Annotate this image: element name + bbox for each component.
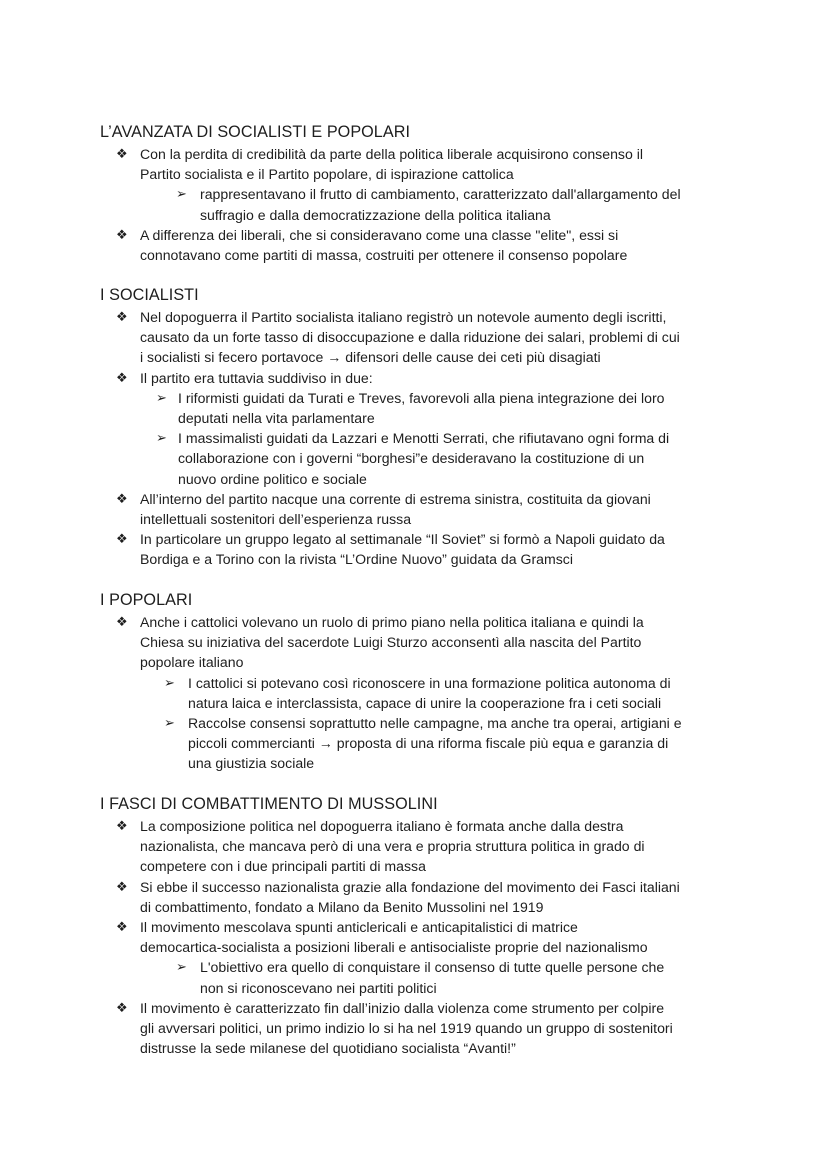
text-line: causato da un forte tasso di disoccupazione e dalla riduzione dei salari, problemi di cui bbox=[140, 329, 680, 346]
section-popolari bbox=[100, 590, 740, 774]
text-line: competere con i due principali partiti di massa bbox=[140, 858, 426, 875]
text-line: una giustizia sociale bbox=[188, 755, 315, 772]
text-line: Raccolse consensi soprattutto nelle campagne, ma anche tra operai, artigiani e bbox=[188, 715, 682, 732]
text-line: L'obiettivo era quello di conquistare il consenso di tutte quelle persone che bbox=[200, 959, 665, 976]
text-line: All’interno del partito nacque una corrente di estrema sinistra, costituita da giovani bbox=[140, 490, 651, 507]
text-line: I cattolici si potevano così riconoscere in una formazione politica autonoma di bbox=[188, 674, 671, 691]
sub-bullet-item bbox=[100, 428, 740, 489]
arrow-bullet-icon: ➢ bbox=[156, 389, 167, 405]
diamond-bullet-icon: ❖ bbox=[116, 614, 128, 629]
text-line: Nel dopoguerra il Partito socialista italiano registrò un notevole aumento degli iscritti, bbox=[140, 309, 667, 325]
text-line: Bordiga e a Torino con la rivista “L’Ordine Nuovo” guidata da Gramsci bbox=[140, 551, 573, 568]
diamond-bullet-icon: ❖ bbox=[116, 818, 128, 833]
text-line: non si riconoscevano nei partiti politici bbox=[200, 979, 437, 996]
sub-bullet-item bbox=[100, 673, 740, 713]
text-line: Il movimento mescolava spunti anticlericali e anticapitalistici di matrice bbox=[140, 919, 578, 936]
sub-bullet-item bbox=[100, 957, 740, 997]
text-line: collaborazione con i governi “borghesi”e desideravano la costituzione di un bbox=[178, 450, 645, 467]
text-line: Il partito era tuttavia suddiviso in due: bbox=[140, 369, 373, 386]
bullet-item bbox=[100, 307, 740, 368]
text-line: democartica-socialista a posizioni liberali e antisocialiste proprie del nazionalismo bbox=[140, 939, 648, 956]
diamond-bullet-icon: ❖ bbox=[116, 226, 128, 242]
section-avanzata bbox=[100, 122, 740, 265]
bullet-item bbox=[100, 877, 740, 917]
text-line: natura laica e interclassista, capace di unire la cooperazione fra i ceti sociali bbox=[188, 694, 662, 711]
diamond-bullet-icon: ❖ bbox=[116, 490, 128, 506]
text-line: deputati nella vita parlamentare bbox=[178, 410, 375, 427]
diamond-bullet-icon: ❖ bbox=[116, 309, 128, 324]
text-line: popolare italiano bbox=[140, 654, 244, 671]
sub-bullet-item bbox=[100, 713, 740, 774]
text-line: Con la perdita di credibilità da parte della politica liberale acquisirono consenso il bbox=[140, 146, 643, 162]
text-line: In particolare un gruppo legato al settimanale “Il Soviet” si formò a Napoli guidato da bbox=[140, 531, 665, 548]
text-line: nuovo ordine politico e sociale bbox=[178, 470, 367, 487]
text-line: nazionalista, che mancava però di una vera e propria struttura politica in grado di bbox=[140, 838, 645, 855]
diamond-bullet-icon: ❖ bbox=[116, 999, 128, 1015]
bullet-item bbox=[100, 917, 740, 957]
arrow-bullet-icon: ➢ bbox=[164, 715, 175, 731]
bullet-item bbox=[100, 225, 740, 265]
text-line: Si ebbe il successo nazionalista grazie alla fondazione del movimento dei Fasci italiani bbox=[140, 878, 680, 895]
text-line: gli avversari politici, un primo indizio lo si ha nel 1919 quando un gruppo di sostenitori bbox=[140, 1020, 673, 1037]
text-line: Anche i cattolici volevano un ruolo di primo piano nella politica italiana e quindi la bbox=[140, 614, 644, 630]
arrow-bullet-icon: ➢ bbox=[164, 674, 175, 690]
text-line: connotavano come partiti di massa, costruiti per ottenere il consenso popolare bbox=[140, 247, 628, 264]
arrow-bullet-icon: ➢ bbox=[176, 186, 187, 202]
section-heading: I POPOLARI bbox=[100, 591, 193, 609]
bullet-item bbox=[100, 816, 740, 877]
text-line: A differenza dei liberali, che si consideravano come una classe "elite", essi si bbox=[140, 226, 619, 243]
text-line: Partito socialista e il Partito popolare, di ispirazione cattolica bbox=[140, 166, 514, 183]
diamond-bullet-icon: ❖ bbox=[116, 919, 128, 935]
text-line: I riformisti guidati da Turati e Treves, favorevoli alla piena integrazione dei loro bbox=[178, 389, 665, 406]
bullet-item bbox=[100, 368, 740, 388]
arrow-bullet-icon: ➢ bbox=[176, 959, 187, 975]
text-line: suffragio e dalla democratizzazione della politica italiana bbox=[200, 206, 551, 223]
text-line: rappresentavano il frutto di cambiamento, caratterizzato dall'allargamento del bbox=[200, 186, 681, 203]
text-line: piccoli commercianti → proposta di una riforma fiscale più equa e garanzia di bbox=[188, 735, 669, 752]
bullet-item bbox=[100, 998, 740, 1059]
section-heading: I FASCI DI COMBATTIMENTO DI MUSSOLINI bbox=[100, 795, 438, 813]
text-line: distrusse la sede milanese del quotidiano socialista “Avanti!” bbox=[140, 1040, 516, 1057]
text-line: i socialisti si fecero portavoce → difensori delle cause dei ceti più disagiati bbox=[140, 349, 601, 366]
text-line: Il movimento è caratterizzato fin dall’inizio dalla violenza come strumento per colpire bbox=[140, 999, 665, 1016]
diamond-bullet-icon: ❖ bbox=[116, 531, 128, 547]
section-socialisti bbox=[100, 285, 740, 570]
text-line: I massimalisti guidati da Lazzari e Menotti Serrati, che rifiutavano ogni forma di bbox=[178, 430, 670, 447]
section-heading: L’AVANZATA DI SOCIALISTI E POPOLARI bbox=[100, 123, 410, 141]
text-line: di combattimento, fondato a Milano da Benito Mussolini nel 1919 bbox=[140, 898, 544, 915]
diamond-bullet-icon: ❖ bbox=[116, 369, 128, 385]
arrow-bullet-icon: ➢ bbox=[156, 430, 167, 446]
bullet-item bbox=[100, 489, 740, 529]
text-line: La composizione politica nel dopoguerra italiano è formata anche dalla destra bbox=[140, 818, 624, 834]
sub-bullet-item bbox=[100, 388, 740, 428]
bullet-item bbox=[100, 144, 740, 184]
section-heading: I SOCIALISTI bbox=[100, 286, 199, 304]
diamond-bullet-icon: ❖ bbox=[116, 146, 128, 161]
section-fasci bbox=[100, 794, 740, 1058]
diamond-bullet-icon: ❖ bbox=[116, 878, 128, 894]
text-line: Chiesa su iniziativa del sacerdote Luigi Sturzo acconsentì alla nascita del Partito bbox=[140, 634, 642, 651]
text-line: intellettuali sostenitori dell’esperienza russa bbox=[140, 511, 412, 528]
bullet-item bbox=[100, 529, 740, 569]
bullet-item bbox=[100, 612, 740, 673]
sub-bullet-item bbox=[100, 184, 740, 224]
